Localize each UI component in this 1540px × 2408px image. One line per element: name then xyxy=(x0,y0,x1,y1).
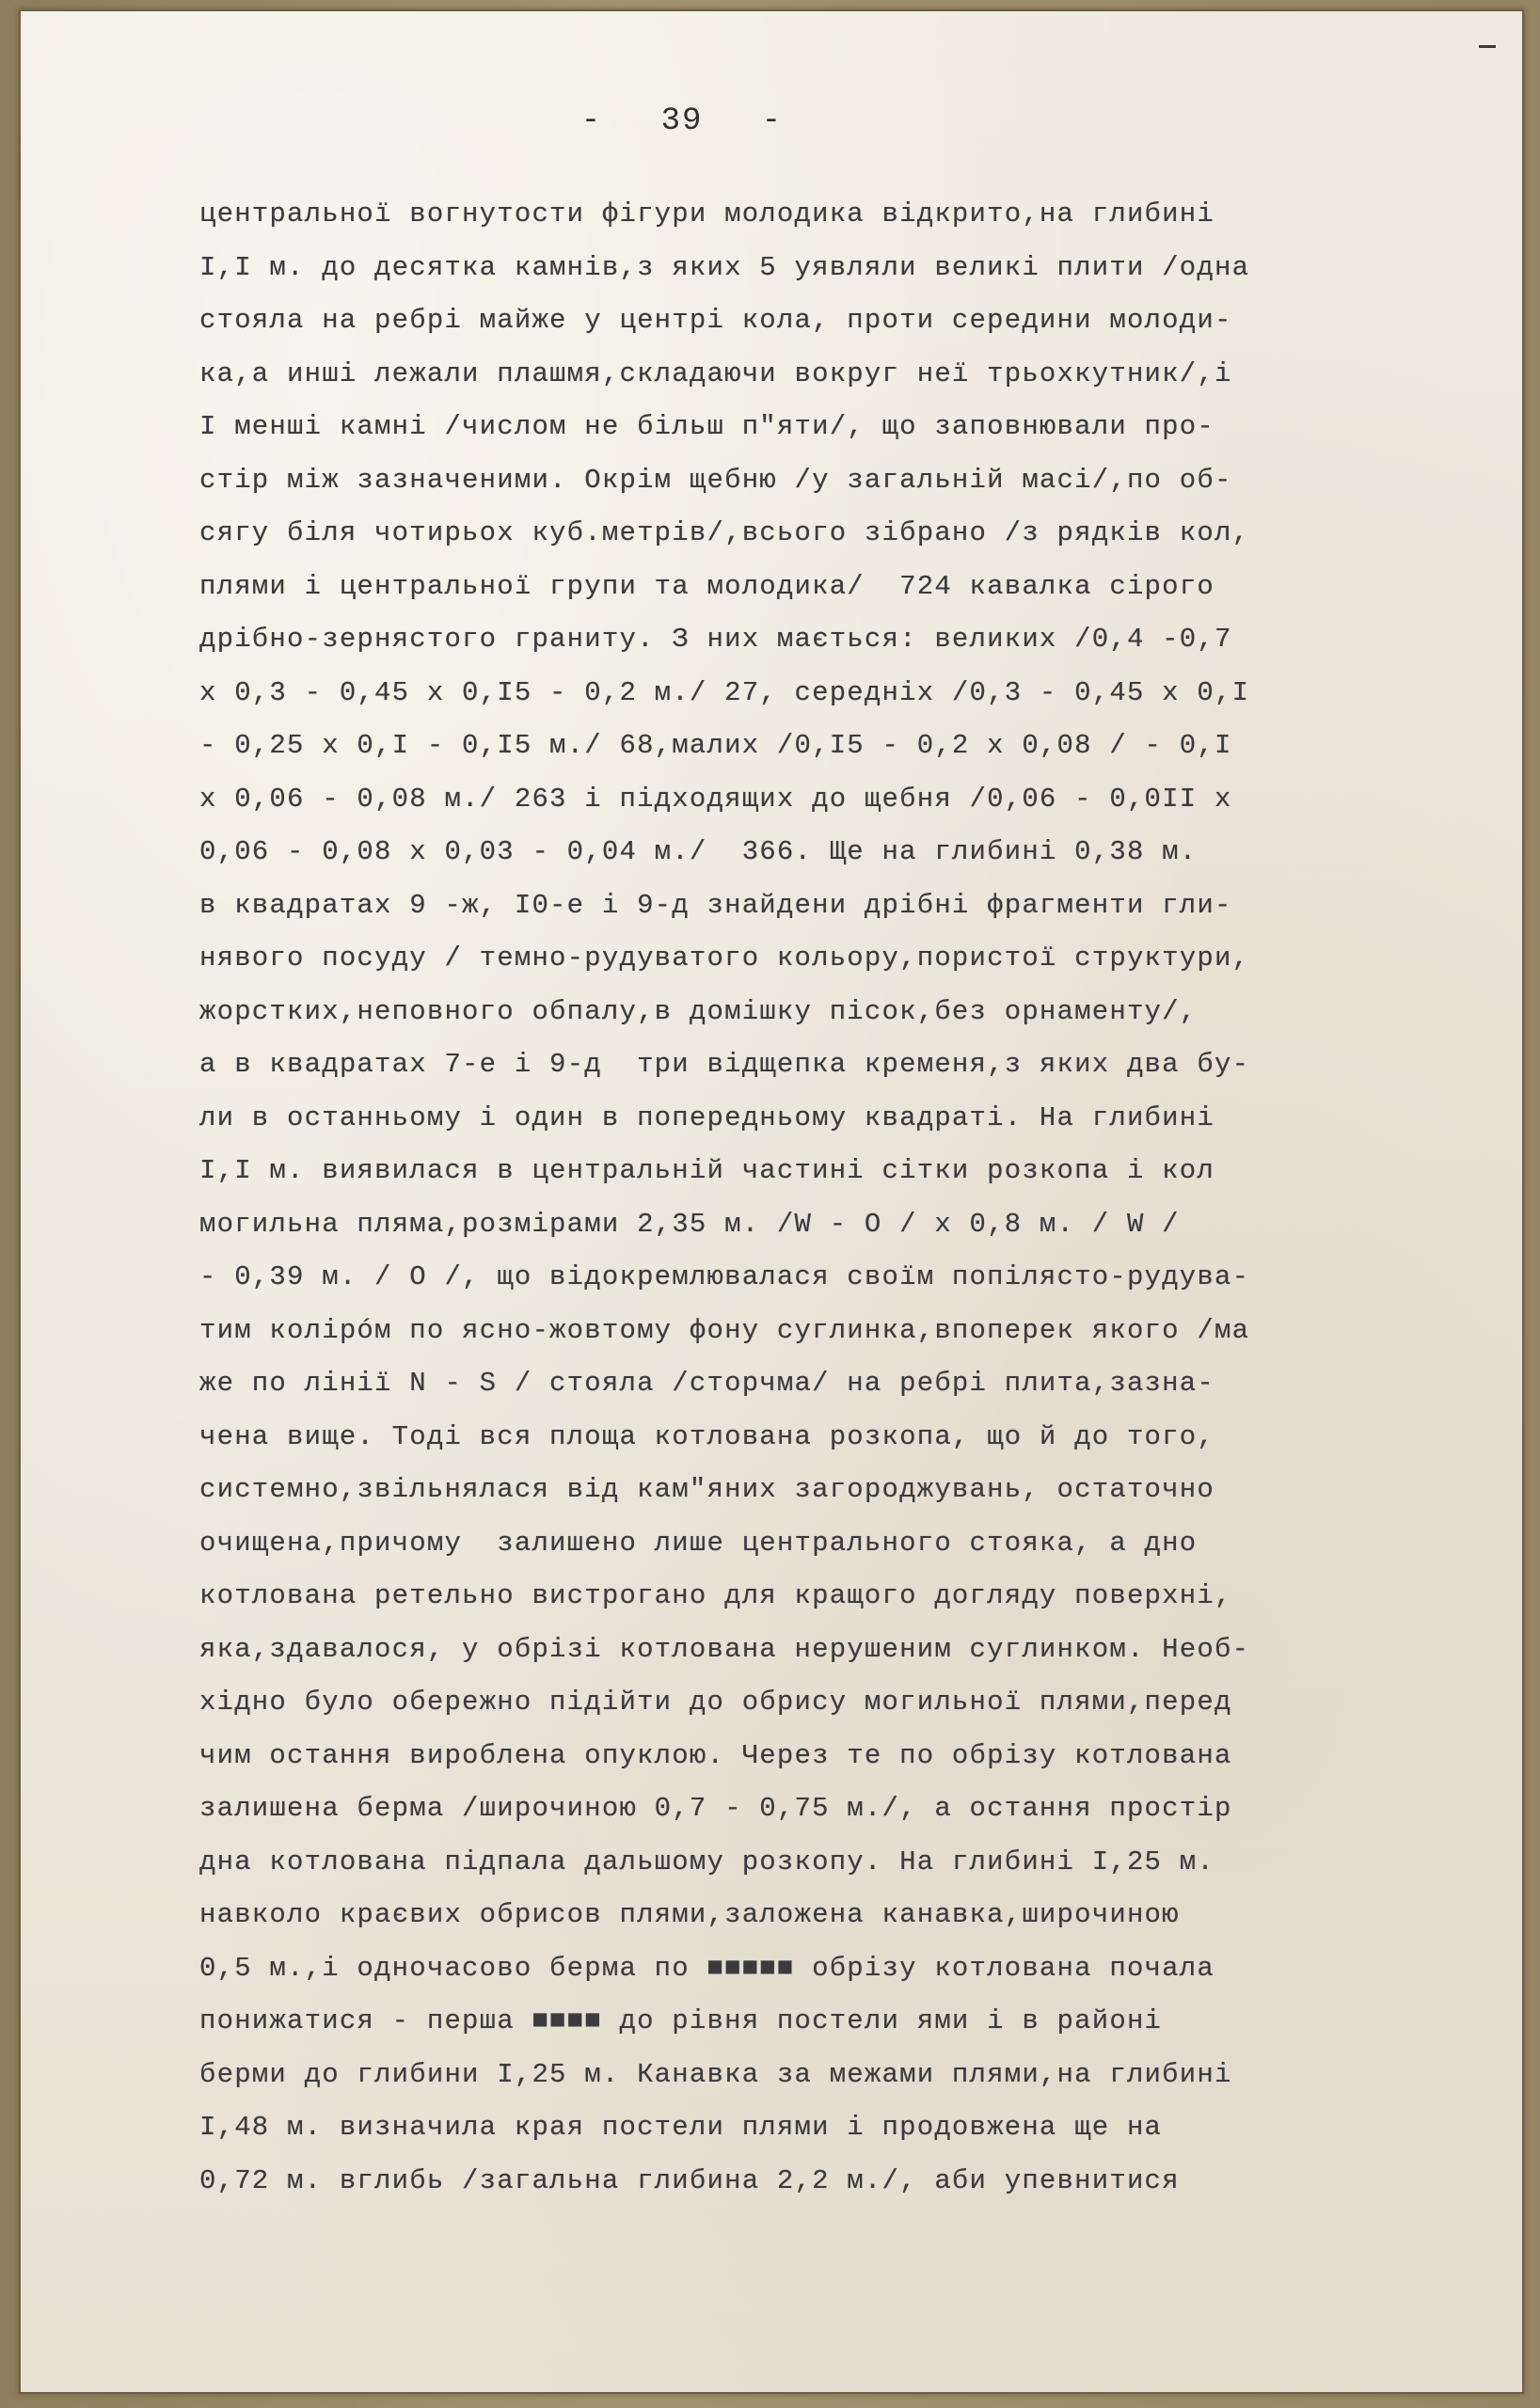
text-line: стояла на ребрі майже у центрі кола, проти середини молоди- xyxy=(199,305,1232,336)
text-line: плями і центральної групи та молодика/ 724 кавалка сірого xyxy=(199,570,1215,602)
body-text xyxy=(199,188,1516,2208)
text-line: дна котлована підпала дальшому розкопу. На глибині I,25 м. xyxy=(199,1846,1215,1877)
text-line: нявого посуду / темно-рудуватого кольору,пористої структури, xyxy=(199,943,1250,974)
text-line: жорстких,неповного обпалу,в домішку пісок,без орнаменту/, xyxy=(199,995,1198,1027)
text-line: навколо краєвих обрисов плями,заложена канавка,широчиною xyxy=(199,1899,1180,1930)
text-line: I,I м. виявилася в центральній частині сітки розкопа і кол xyxy=(199,1155,1215,1186)
document-page xyxy=(19,9,1524,2394)
text-line: в квадратах 9 -ж, I0-е і 9-д знайдени дрібні фрагменти гли- xyxy=(199,889,1232,921)
text-line: дрібно-зернястого граниту. З них мається: великих /0,4 -0,7 xyxy=(199,624,1232,655)
text-line: - 0,39 м. / O /, що відокремлювалася своїм попілясто-рудува- xyxy=(199,1261,1250,1292)
text-line: х 0,06 - 0,08 м./ 263 і підходящих до щебня /0,06 - 0,0II х xyxy=(199,783,1232,815)
text-line: ка,а инші лежали плашмя,складаючи вокруг неї трьохкутник/,і xyxy=(199,357,1232,389)
text-line: сягу біля чотирьох куб.метрів/,всього зібрано /з рядків кол, xyxy=(199,517,1250,548)
text-line: 0,72 м. вглибь /загальна глибина 2,2 м./, аби упевнитися xyxy=(199,2164,1180,2196)
corner-mark xyxy=(1479,45,1496,48)
text-line: же по лінії N - S / стояла /сторчма/ на ребрі плита,зазна- xyxy=(199,1368,1215,1399)
text-line: очищена,причому залишено лише центрального стояка, а дно xyxy=(199,1527,1198,1559)
text-line: I,48 м. визначила края постели плями і продовжена ще на xyxy=(199,2112,1163,2143)
text-line: котлована ретельно вистрогано для кращого догляду поверхні, xyxy=(199,1580,1232,1611)
text-line: чена вище. Тоді вся площа котлована розкопа, що й до того, xyxy=(199,1420,1215,1452)
text-line: 0,5 м.,і одночасово берма по ■■■■■ обрізу котлована почала xyxy=(199,1952,1215,1984)
text-line: чим остання вироблена опуклою. Через те по обрізу котлована xyxy=(199,1739,1232,1771)
text-line: могильна пляма,розмірами 2,35 м. /W - O / х 0,8 м. / W / xyxy=(199,1208,1180,1240)
text-line: понижатися - перша ■■■■ до рівня постели ями і в районі xyxy=(199,2005,1163,2036)
text-line: I,I м. до десятка камнів,з яких 5 уявляли великі плити /одна xyxy=(199,251,1250,283)
text-line: системно,звільнялася від кам"яних загороджувань, остаточно xyxy=(199,1474,1215,1505)
text-line: а в квадратах 7-е і 9-д три відщепка кременя,з яких два бу- xyxy=(199,1049,1250,1080)
text-line: ли в останньому і один в попередньому квадраті. На глибині xyxy=(199,1101,1215,1133)
text-line: - 0,25 х 0,I - 0,I5 м./ 68,малих /0,I5 - 0,2 х 0,08 / - 0,I xyxy=(199,730,1232,761)
text-line: I менші камні /числом не більш п"яти/, що заповнювали про- xyxy=(199,411,1215,442)
text-line: хідно було обережно підійти до обрису могильної плями,перед xyxy=(199,1687,1232,1718)
text-line: яка,здавалося, у обрізі котлована нерушеним суглинком. Необ- xyxy=(199,1633,1250,1665)
text-line: стір між зазначеними. Окрім щебню /у загальній масі/,по об- xyxy=(199,464,1232,496)
page-number: - 39 - xyxy=(580,103,784,139)
text-line: берми до глибини I,25 м. Канавка за межами плями,на глибині xyxy=(199,2058,1232,2090)
text-line: 0,06 - 0,08 х 0,03 - 0,04 м./ 366. Ще на глибині 0,38 м. xyxy=(199,836,1198,867)
text-line: х 0,3 - 0,45 х 0,I5 - 0,2 м./ 27, середніх /0,3 - 0,45 х 0,I xyxy=(199,676,1250,708)
text-line: центральної вогнутости фігури молодика відкрито,на глибині xyxy=(199,198,1215,230)
text-line: тим колірóм по ясно-жовтому фону суглинка,впоперек якого /ма xyxy=(199,1314,1250,1346)
text-line: залишена берма /широчиною 0,7 - 0,75 м./, а остання простір xyxy=(199,1793,1232,1824)
